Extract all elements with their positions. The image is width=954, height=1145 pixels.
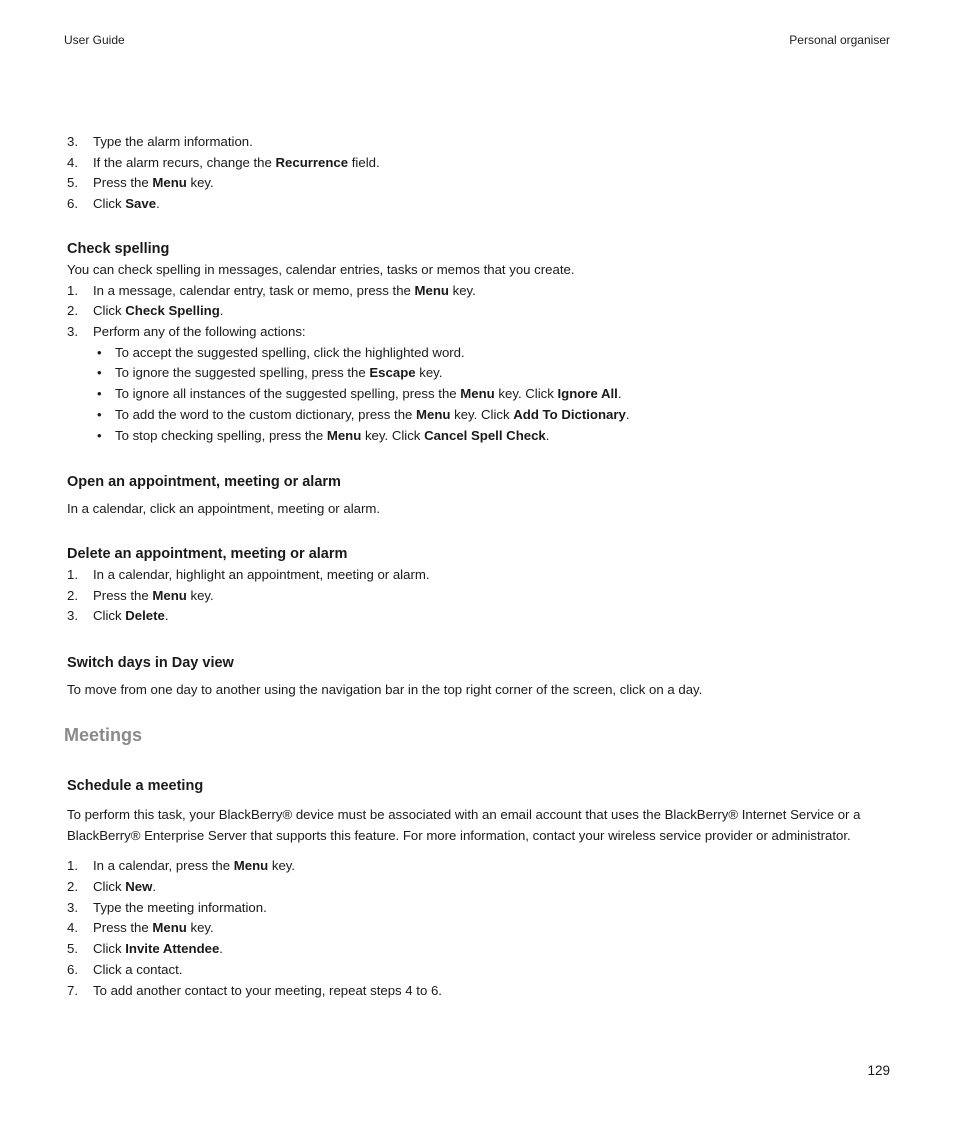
ui-term: Invite Attendee xyxy=(125,941,220,957)
ui-term: Menu xyxy=(233,858,269,874)
ui-term: Menu xyxy=(152,175,187,191)
step-number: 1. xyxy=(67,567,78,582)
schedule-meeting-steps xyxy=(67,856,897,1001)
open-appointment-section xyxy=(67,471,897,520)
text-run: In a calendar, press the xyxy=(93,858,234,874)
step-number: 2. xyxy=(67,303,78,319)
text-run: If the alarm recurs, change the xyxy=(93,154,276,170)
section-title-check-spelling: Check spelling xyxy=(67,241,170,257)
step-number: 3. xyxy=(67,608,78,624)
list-step xyxy=(67,281,897,302)
bullet-icon: • xyxy=(97,386,102,402)
list-step xyxy=(67,173,897,194)
list-step xyxy=(67,960,897,981)
step-number: 6. xyxy=(67,961,78,977)
text-run: field. xyxy=(348,154,380,170)
bullet-icon: • xyxy=(97,365,102,381)
text-run: To accept the suggested spelling, click the highlighted word. xyxy=(115,344,465,360)
text-run: Click xyxy=(93,196,126,212)
text-run: . xyxy=(219,941,223,957)
text-run: In a message, calendar entry, task or memo, press the xyxy=(93,282,415,298)
chapter-heading-meetings: Meetings xyxy=(64,725,143,745)
ui-term: Menu xyxy=(152,587,187,603)
text-run: . xyxy=(156,196,160,212)
step-number: 3. xyxy=(67,899,78,915)
text-run: . xyxy=(152,879,157,895)
text-run: To add the word to the custom dictionary, press the xyxy=(115,406,417,422)
list-step xyxy=(67,981,897,1002)
list-step xyxy=(67,877,897,898)
page-number: 129 xyxy=(867,1063,890,1078)
ui-term: Escape xyxy=(369,365,416,381)
delete-appointment-steps xyxy=(67,565,897,627)
check-spelling-bullets xyxy=(67,343,897,446)
ui-term: New xyxy=(125,879,153,895)
step-number: 3. xyxy=(67,324,78,340)
step-number: 1. xyxy=(67,282,78,298)
text-run: Type the meeting information. xyxy=(93,899,267,915)
list-bullet xyxy=(67,426,897,447)
text-run: To ignore all instances of the suggested spelling, press the xyxy=(115,386,461,402)
text-run: To add another contact to your meeting, repeat steps 4 to 6. xyxy=(93,982,442,998)
section-title-delete-appointment: Delete an appointment, meeting or alarm xyxy=(67,546,348,562)
step-number: 5. xyxy=(67,941,78,957)
list-step xyxy=(67,194,897,215)
ui-term: Save xyxy=(125,196,157,212)
list-bullet xyxy=(67,384,897,405)
switch-days-text: To move from one day to another using the navigation bar in the top right corner of the screen, click on a day. xyxy=(67,682,703,697)
text-run: Click xyxy=(93,879,126,895)
ui-term: Menu xyxy=(326,427,362,443)
text-run: . xyxy=(164,608,169,624)
text-run: key. xyxy=(186,587,214,603)
ui-term: Menu xyxy=(152,920,187,936)
ui-term: Menu xyxy=(414,282,449,298)
step-number: 4. xyxy=(67,154,78,170)
text-run: key. xyxy=(415,365,443,381)
step-number: 7. xyxy=(67,982,78,998)
intro-steps-list xyxy=(67,132,897,215)
text-run: . xyxy=(617,386,622,402)
check-spelling-intro: You can check spelling in messages, calendar entries, tasks or memos that you create. xyxy=(67,262,575,277)
schedule-meeting-text-line2: BlackBerry® Enterprise Server that supports this feature. For more information, contact your wireless service provider or administrator. xyxy=(67,827,851,843)
text-run: key. xyxy=(448,282,476,298)
delete-appointment-section xyxy=(67,543,897,627)
list-step xyxy=(67,606,897,627)
ui-term: Menu xyxy=(416,406,451,422)
step-number: 3. xyxy=(67,134,78,149)
text-run: Click xyxy=(93,608,126,624)
list-step xyxy=(67,586,897,607)
list-bullet xyxy=(67,405,897,426)
schedule-meeting-text-line1: To perform this task, your BlackBerry® device must be associated with an email account that uses the BlackBerry® Internet Service or a xyxy=(67,807,861,822)
ui-term: Recurrence xyxy=(275,154,349,170)
step-number: 1. xyxy=(67,858,78,874)
ui-term: Menu xyxy=(460,386,495,402)
text-run: key. xyxy=(186,175,214,191)
text-run: Type the alarm information. xyxy=(93,134,253,149)
running-header-left: User Guide xyxy=(64,33,125,47)
list-step xyxy=(67,565,897,586)
list-step xyxy=(67,153,897,174)
list-step xyxy=(67,898,897,919)
text-run: Click xyxy=(93,941,126,957)
section-title-switch-days: Switch days in Day view xyxy=(67,655,234,671)
list-step xyxy=(67,939,897,960)
text-run: Press the xyxy=(93,587,153,603)
step-number: 6. xyxy=(67,196,78,212)
ui-term: Ignore All xyxy=(557,386,618,402)
text-run: To stop checking spelling, press the xyxy=(115,427,327,443)
step-number: 5. xyxy=(67,175,78,191)
list-bullet xyxy=(67,363,897,384)
text-run: key. xyxy=(186,920,214,936)
ui-term: Cancel Spell Check xyxy=(424,427,546,443)
bullet-icon: • xyxy=(97,344,102,360)
text-run: key. xyxy=(268,858,296,874)
open-appointment-text: In a calendar, click an appointment, meeting or alarm. xyxy=(67,501,381,516)
list-step xyxy=(67,132,897,153)
text-run: . xyxy=(545,427,550,443)
text-run: . xyxy=(625,406,630,422)
check-spelling-steps xyxy=(67,281,897,343)
text-run: Press the xyxy=(93,920,153,936)
section-title-open-appointment: Open an appointment, meeting or alarm xyxy=(67,474,341,490)
text-run: Click a contact. xyxy=(93,961,183,977)
text-run: Click xyxy=(93,303,126,319)
text-run: To ignore the suggested spelling, press the xyxy=(115,365,370,381)
list-step xyxy=(67,322,897,343)
text-run: key. Click xyxy=(494,386,558,402)
check-spelling-section xyxy=(67,238,897,446)
bullet-icon: • xyxy=(97,427,102,443)
step-number: 2. xyxy=(67,879,78,895)
switch-days-section xyxy=(67,652,897,701)
ui-term: Add To Dictionary xyxy=(513,406,626,422)
text-run: . xyxy=(219,303,224,319)
section-title-schedule-meeting: Schedule a meeting xyxy=(67,778,204,794)
list-bullet xyxy=(67,343,897,364)
list-step xyxy=(67,856,897,877)
running-header-right: Personal organiser xyxy=(789,33,890,47)
ui-term: Delete xyxy=(125,608,165,624)
bullet-icon: • xyxy=(97,406,102,422)
ui-term: Check Spelling xyxy=(125,303,220,319)
list-step xyxy=(67,918,897,939)
text-run: In a calendar, highlight an appointment, meeting or alarm. xyxy=(93,567,430,582)
text-run: key. Click xyxy=(450,406,514,422)
step-number: 4. xyxy=(67,920,78,936)
text-run: Perform any of the following actions: xyxy=(93,324,306,340)
list-step xyxy=(67,301,897,322)
text-run: key. Click xyxy=(361,427,425,443)
text-run: Press the xyxy=(93,175,153,191)
schedule-meeting-section xyxy=(67,775,897,1001)
step-number: 2. xyxy=(67,587,78,603)
